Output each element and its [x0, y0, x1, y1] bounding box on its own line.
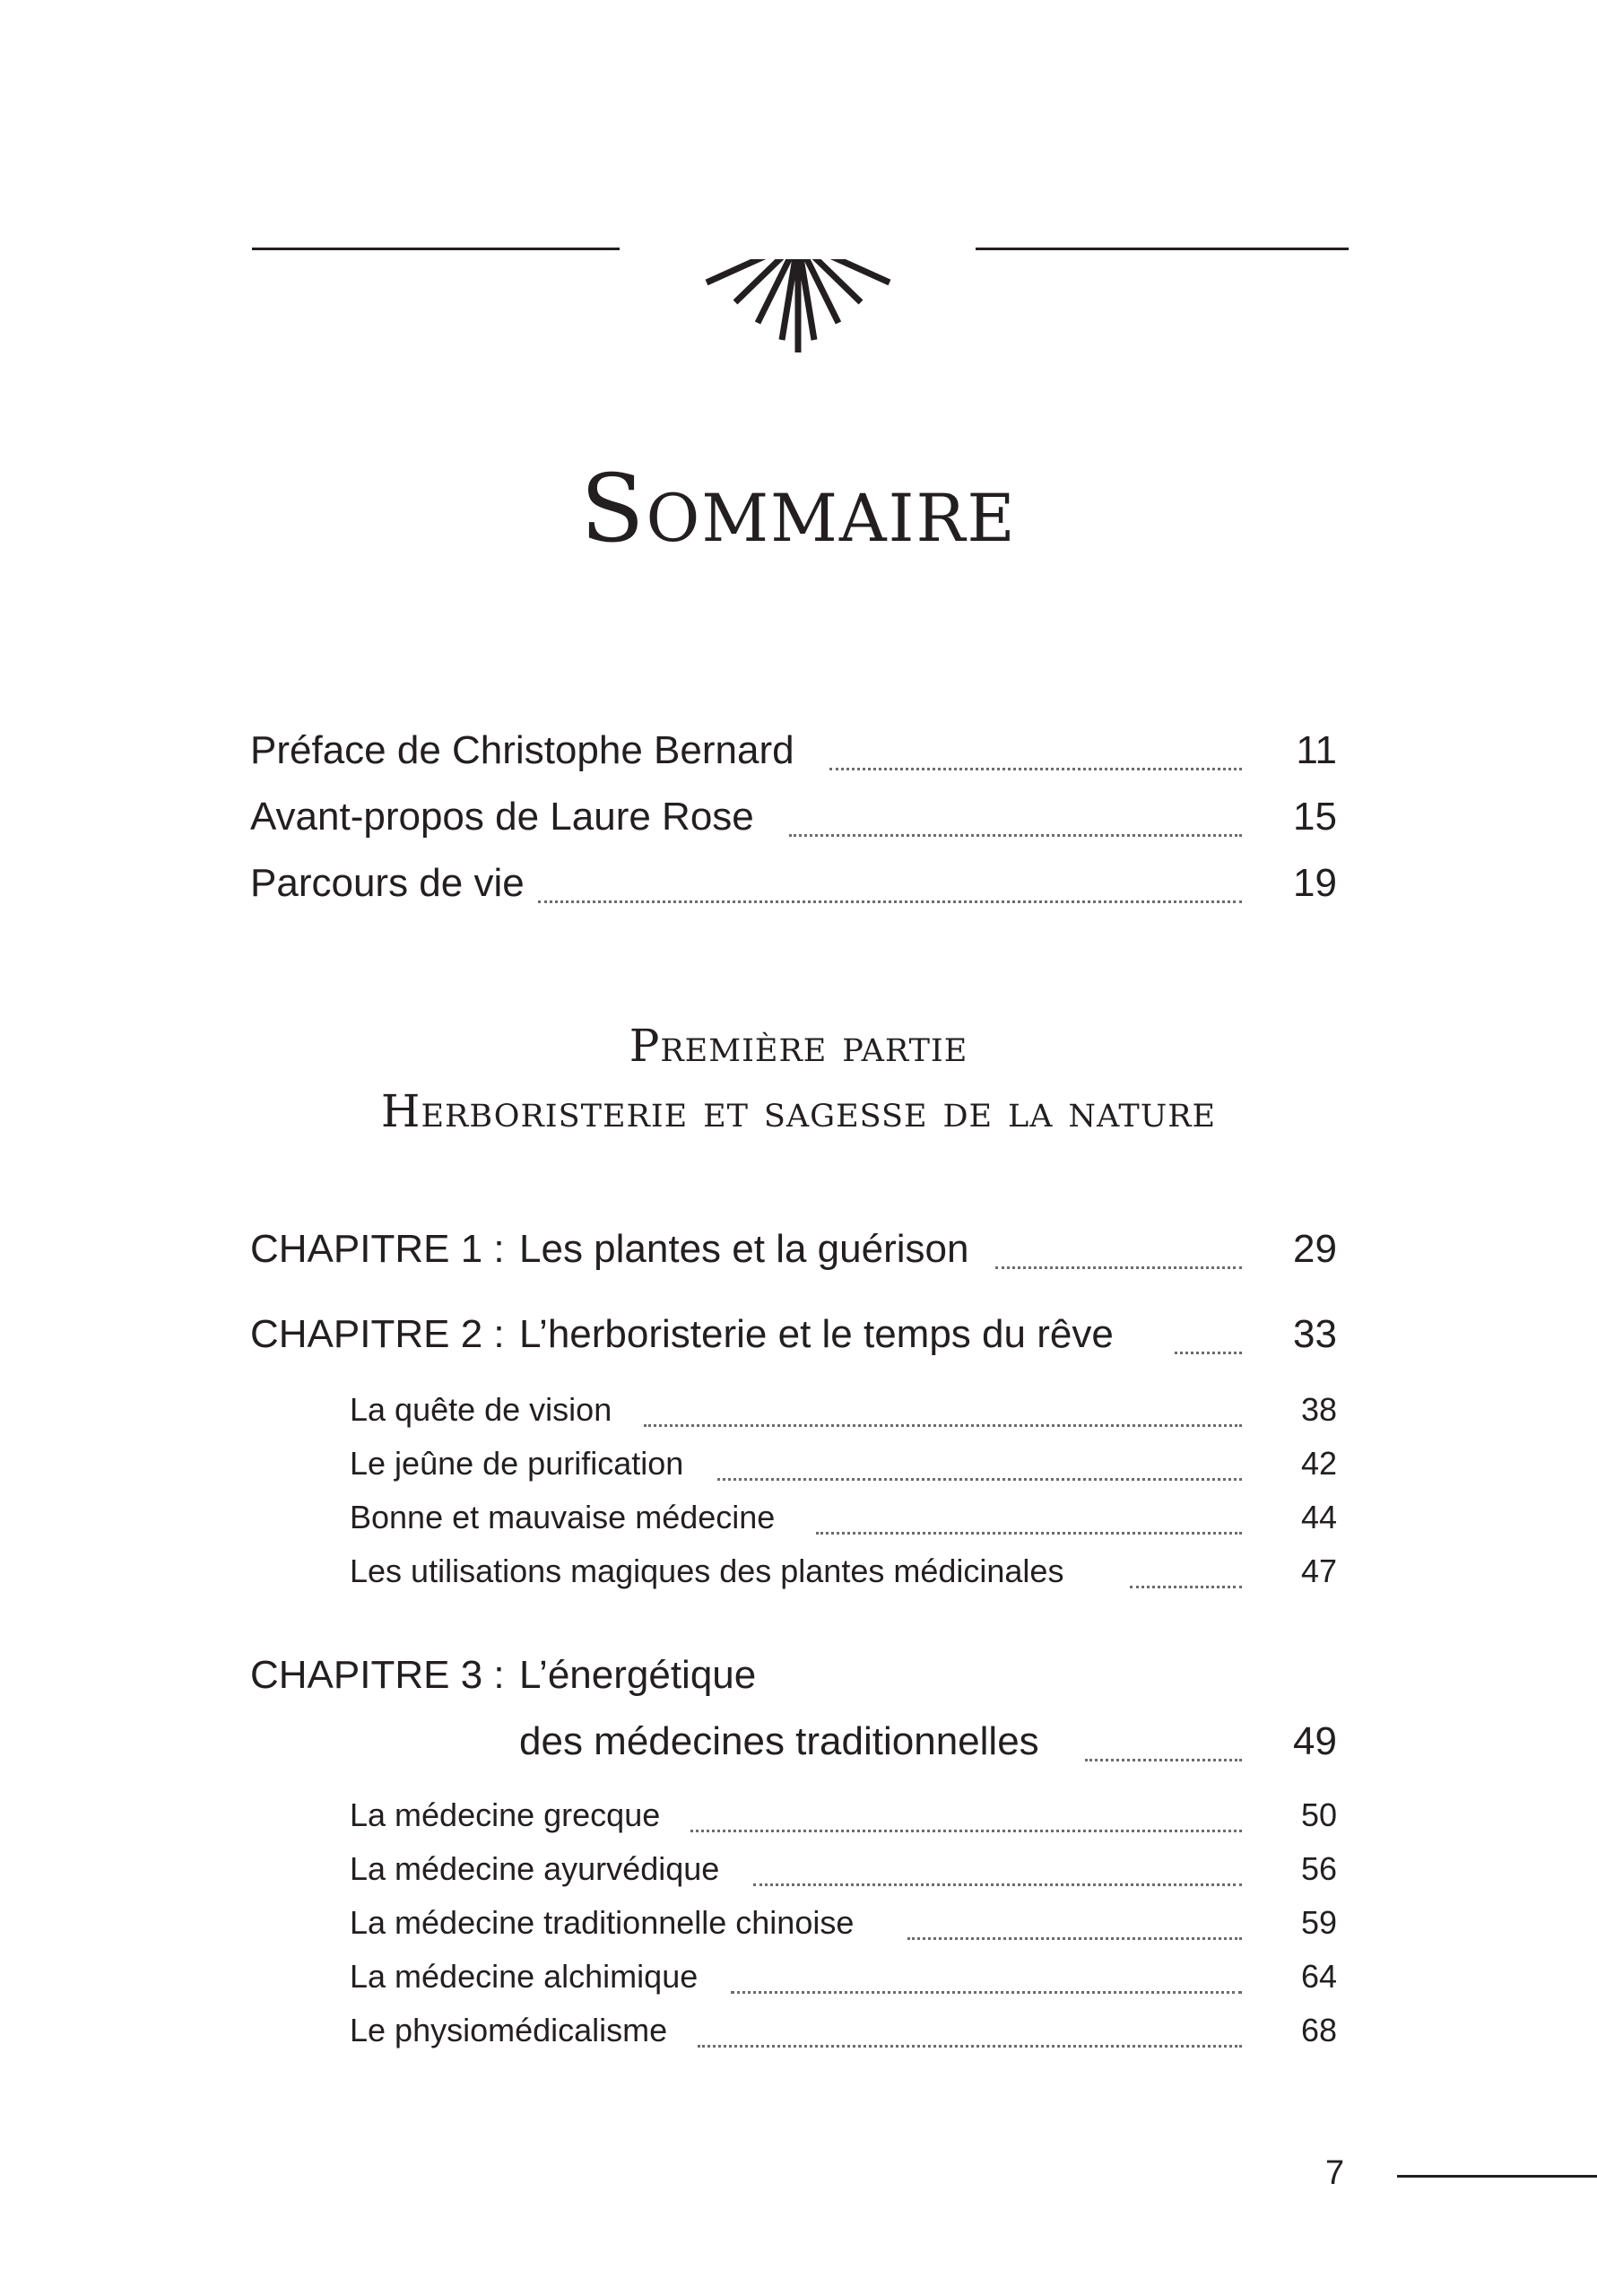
leader-dots: [690, 1830, 1242, 1832]
section-page: 56: [1300, 1850, 1337, 1887]
section-page: 68: [1300, 2012, 1337, 2048]
section-page: 64: [1300, 1958, 1337, 1995]
page-title: Sommaire: [580, 454, 1017, 563]
toc-entry-page: 29: [1293, 1227, 1337, 1271]
section-page: 47: [1300, 1552, 1337, 1589]
part-subheading: Herboristerie et sagesse de la nature: [380, 1085, 1217, 1137]
chapter-title-line-1: L’énergétique: [519, 1653, 759, 1698]
leader-dots: [698, 2045, 1242, 2048]
toc-entry-label: Avant-propos de Laure Rose: [250, 795, 758, 839]
toc-entry-label: Parcours de vie: [250, 861, 528, 906]
leader-dots: [1175, 1352, 1242, 1354]
leader-dots: [717, 1478, 1242, 1481]
leader-dots: [538, 900, 1242, 903]
leader-dots: [829, 768, 1242, 770]
toc-entry-label: Préface de Christophe Bernard: [250, 728, 798, 773]
section-page: 50: [1300, 1796, 1337, 1833]
chapter-title: Les plantes et la guérison: [519, 1227, 972, 1272]
section-page: 59: [1300, 1904, 1337, 1941]
toc-entry-page: 33: [1293, 1312, 1337, 1356]
toc-entry-page: 19: [1293, 861, 1337, 905]
leader-dots: [907, 1937, 1242, 1940]
leader-dots: [1085, 1759, 1242, 1761]
leader-dots: [1130, 1586, 1242, 1588]
chapter-number: CHAPITRE 2 :: [250, 1312, 508, 1357]
section-page: 44: [1300, 1499, 1337, 1535]
page-number: 7: [1325, 2154, 1345, 2192]
leader-dots: [995, 1266, 1242, 1269]
section-label: Le physiomédicalisme: [350, 2012, 671, 2049]
chapter-title: L’herboristerie et le temps du rêve: [519, 1312, 1117, 1357]
section-label: La médecine alchimique: [350, 1958, 701, 1996]
header-rule-right: [976, 248, 1349, 250]
section-label: La médecine grecque: [350, 1796, 664, 1834]
toc-entry-page: 11: [1296, 728, 1337, 772]
section-label: La quête de vision: [350, 1391, 615, 1429]
leader-dots: [731, 1991, 1242, 1994]
section-label: Bonne et mauvaise médecine: [350, 1499, 778, 1536]
leader-dots: [753, 1883, 1242, 1886]
leader-dots: [789, 834, 1242, 837]
header-rule-left: [252, 248, 620, 250]
section-label: Le jeûne de purification: [350, 1445, 687, 1483]
sunburst-ornament-icon: [664, 229, 933, 363]
chapter-number: CHAPITRE 3 :: [250, 1653, 508, 1698]
part-heading: Première partie: [629, 1020, 968, 1072]
section-label: La médecine traditionnelle chinoise: [350, 1904, 857, 1942]
toc-entry-page: 49: [1293, 1719, 1337, 1763]
section-label: La médecine ayurvédique: [350, 1850, 723, 1888]
toc-entry-page: 15: [1293, 795, 1337, 839]
leader-dots: [644, 1424, 1242, 1427]
footer-rule: [1397, 2175, 1597, 2178]
chapter-number: CHAPITRE 1 :: [250, 1227, 508, 1272]
section-label: Les utilisations magiques des plantes médicinales: [350, 1552, 1067, 1590]
leader-dots: [816, 1532, 1242, 1535]
section-page: 38: [1300, 1391, 1337, 1428]
chapter-title-line-2: des médecines traditionnelles: [519, 1719, 1043, 1764]
section-page: 42: [1300, 1445, 1337, 1482]
